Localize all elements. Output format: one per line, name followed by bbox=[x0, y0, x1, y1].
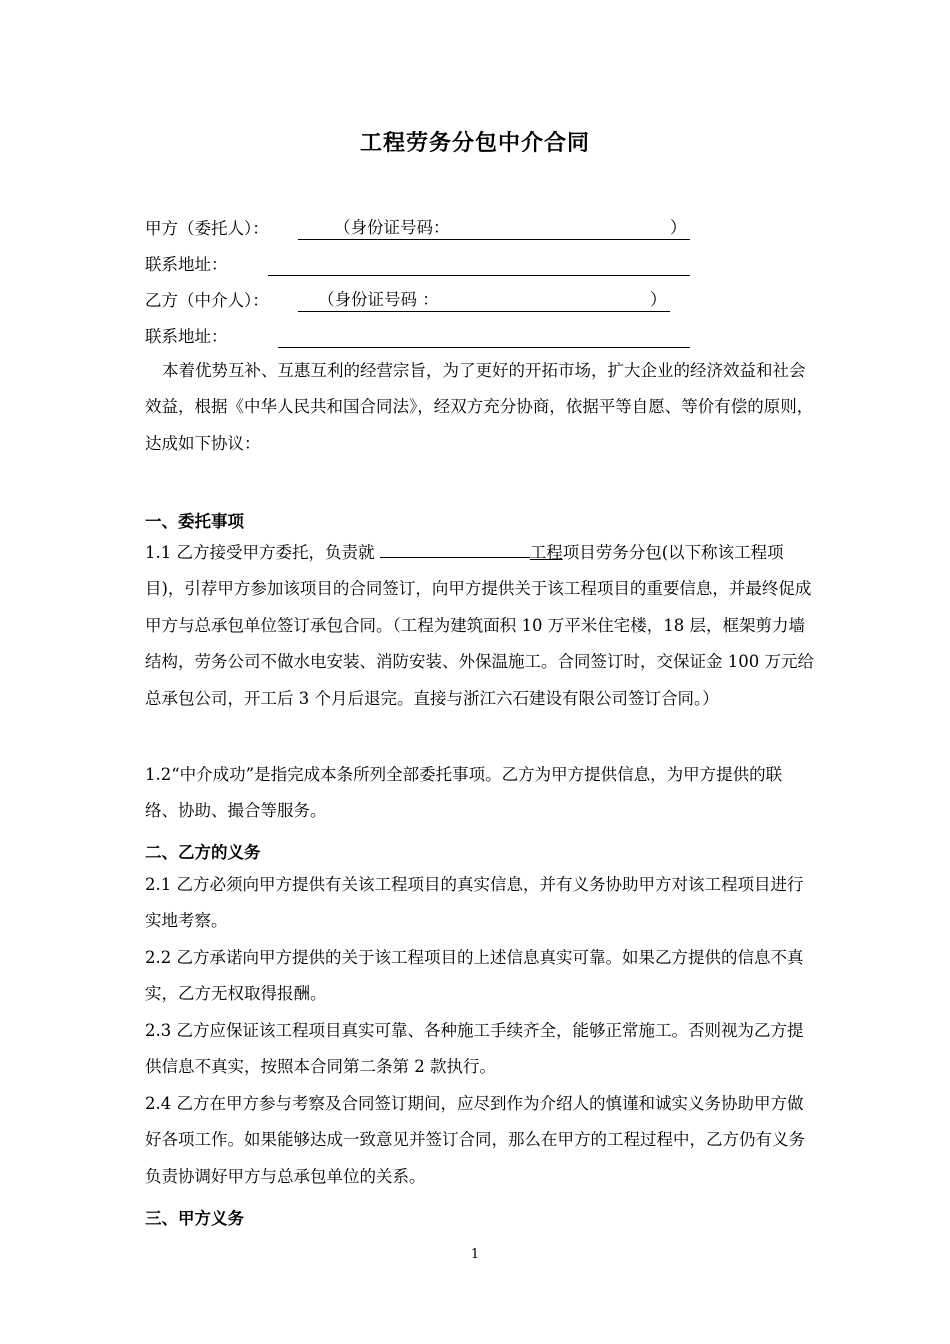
section-2-heading: 二、乙方的义务 bbox=[145, 843, 261, 862]
party-a-address-field bbox=[268, 253, 690, 276]
party-b-address-line bbox=[145, 325, 228, 349]
clause-1-1-prefix: 1.1 乙方接受甲方委托，负责就 bbox=[145, 543, 375, 562]
clause-1-1-blank bbox=[380, 539, 530, 558]
page-number: 1 bbox=[470, 1247, 480, 1262]
section-3-heading: 三、甲方义务 bbox=[145, 1209, 244, 1228]
party-a-address-label: 联系地址： bbox=[145, 255, 228, 274]
party-b-label: 乙方（中介人）： bbox=[145, 291, 269, 310]
clause-1-2: 1.2“中介成功”是指完成本条所列全部委托事项。乙方为甲方提供信息，为甲方提供的联络、协助、撮合等服务。 bbox=[145, 765, 783, 821]
party-a-address-line bbox=[145, 253, 228, 277]
party-a-id-label: （身份证号码： bbox=[334, 218, 450, 237]
document-title: 工程劳务分包中介合同 bbox=[359, 131, 590, 156]
clause-2-4: 2.4 乙方在甲方参与考察及合同签订期间，应尽到作为介绍人的慎谨和诚实义务协助甲方做好各项工作。如果能够达成一致意见并签订合同，那么在甲方的工程过程中，乙方仍有义务负责协调好甲方与总承包单位的关系。 bbox=[145, 1094, 805, 1186]
party-b-id-label: （身份证号码 ： bbox=[318, 290, 439, 309]
party-a-line bbox=[145, 217, 269, 241]
party-a-id-close: ） bbox=[670, 218, 687, 237]
party-b-id-field bbox=[298, 289, 670, 312]
clause-2-3: 2.3 乙方应保证该工程项目真实可靠、各种施工手续齐全，能够正常施工。否则视为乙方提供信息不真实，按照本合同第二条第 2 款执行。 bbox=[145, 1021, 804, 1077]
section-1-heading: 一、委托事项 bbox=[145, 512, 244, 531]
party-a-label: 甲方（委托人）： bbox=[145, 219, 269, 238]
party-a-id-field bbox=[298, 217, 690, 240]
party-b-id-close: ） bbox=[650, 290, 667, 309]
intro-paragraph: 本着优势互补、互惠互利的经营宗旨，为了更好的开拓市场，扩大企业的经济效益和社会效益，根据《中华人民共和国合同法》，经双方充分协商，依据平等自愿、等价有偿的原则，达成如下协议： bbox=[145, 361, 814, 453]
clause-1-1-underlined: 工程 bbox=[529, 543, 563, 562]
party-b-line bbox=[145, 289, 269, 313]
clause-1-1-rest: 项目劳务分包(以下称该工程项目)，引荐甲方参加该项目的合同签订，向甲方提供关于该工程项目的重要信息，并最终促成甲方与总承包单位签订承包合同。（工程为建筑面积 10 万平米住宅楼，18 层，框架剪力墙结构，劳务公司不做水电安装、消防安装、外保温施工。合同签订时，交保证金 100 万元给总承包公司，开工后 3 个月后退完。直接与浙江六石建设有限公司签订合同。） bbox=[145, 543, 814, 708]
clause-1-1 bbox=[145, 535, 815, 717]
party-b-address-label: 联系地址： bbox=[145, 327, 228, 346]
clause-2-2: 2.2 乙方承诺向甲方提供的关于该工程项目的上述信息真实可靠。如果乙方提供的信息不真实，乙方无权取得报酬。 bbox=[145, 948, 804, 1004]
party-b-address-field bbox=[278, 325, 690, 348]
clause-2-1: 2.1 乙方必须向甲方提供有关该工程项目的真实信息，并有义务协助甲方对该工程项目进行实地考察。 bbox=[145, 875, 804, 931]
